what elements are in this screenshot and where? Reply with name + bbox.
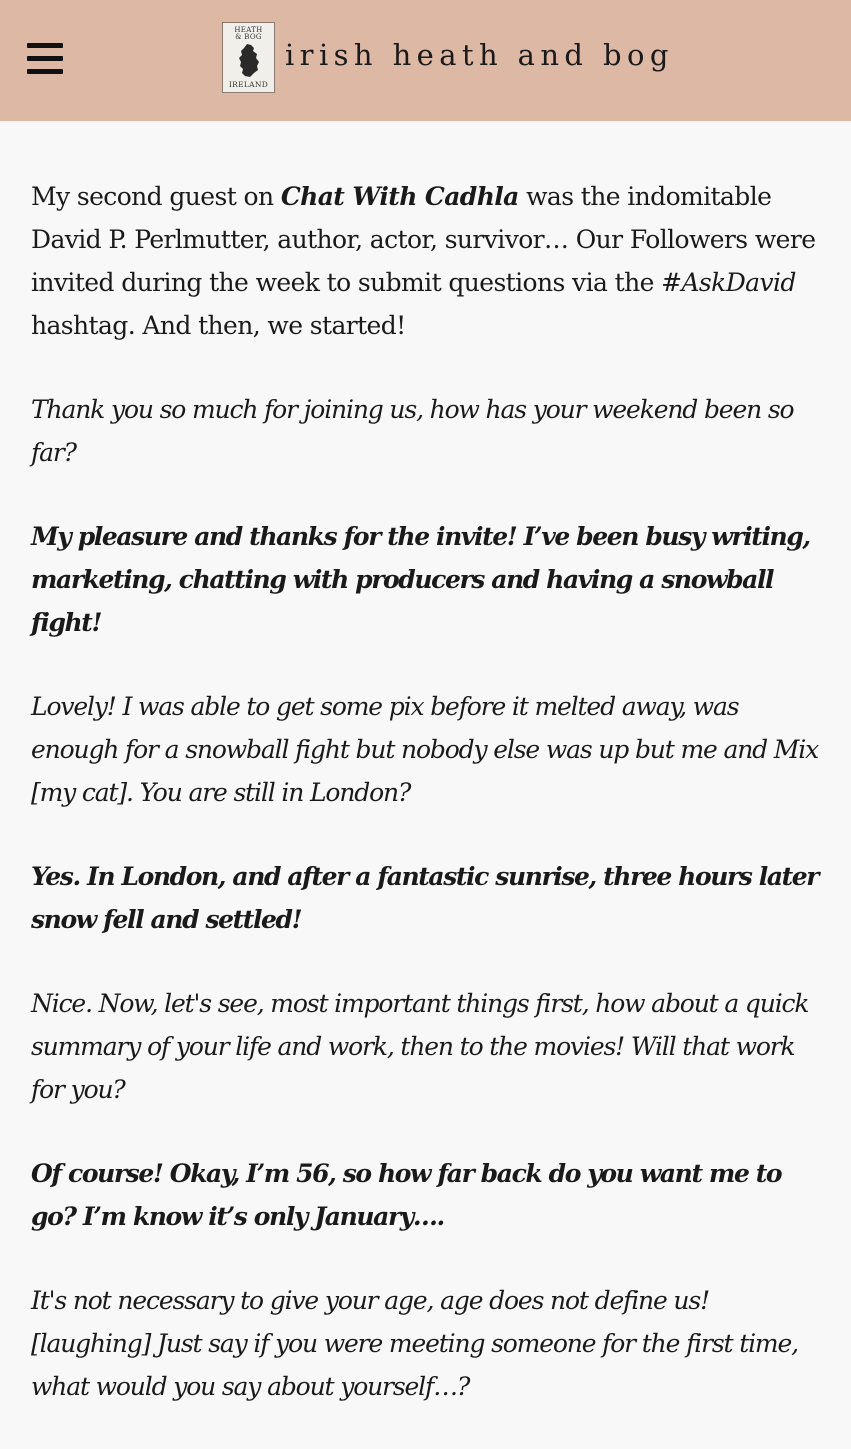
intro-paragraph (31, 175, 821, 347)
menu-bar-bottom (27, 69, 63, 74)
site-logo[interactable] (222, 22, 275, 93)
hashtag: #AskDavid (661, 268, 796, 297)
intro-text-1: My second guest on (31, 182, 281, 211)
menu-bar-middle (27, 56, 63, 61)
show-name: Chat With Cadhla (280, 182, 519, 211)
article-body (31, 175, 821, 1449)
menu-bar-top (27, 43, 63, 48)
interviewer-question: Thank you so much for joining us, how has your weekend been so far? (31, 395, 794, 467)
logo-text-ireland: IRELAND (228, 80, 269, 89)
hamburger-menu-icon[interactable] (27, 43, 63, 75)
interviewer-question: Lovely! I was able to get some pix before it melted away, was enough for a snowball fight but nobody else was up but me and Mix [my cat]. You are still in London? (31, 692, 819, 807)
interviewer-question: Nice. Now, let's see, most important things first, how about a quick summary of your life and work, then to the movies! Will that work for you? (31, 989, 809, 1104)
interviewer-question: It's not necessary to give your age, age does not define us! [laughing] Just say if you were meeting someone for the first time, what would you say about yourself…? (31, 1286, 798, 1401)
site-header (0, 0, 851, 121)
intro-text-3: hashtag. And then, we started! (31, 311, 406, 340)
guest-answer: My pleasure and thanks for the invite! I’ve been busy writing, marketing, chatting with producers and having a snowball fight! (31, 522, 810, 637)
ireland-map-icon (238, 43, 260, 79)
site-title[interactable]: irish heath and bog (285, 38, 674, 72)
intro-text-2: was the indomitable David P. Perlmutter, author, actor, survivor… Our Followers were invited during the week to submit questions via the (31, 182, 816, 297)
guest-answer: Yes. In London, and after a fantastic sunrise, three hours later snow fell and settled! (31, 862, 819, 934)
logo-text-heath: HEATH (234, 26, 263, 34)
logo-text-bog: & BOG (235, 33, 262, 41)
guest-answer: Of course! Okay, I’m 56, so how far back do you want me to go? I’m know it’s only January…. (31, 1159, 782, 1231)
